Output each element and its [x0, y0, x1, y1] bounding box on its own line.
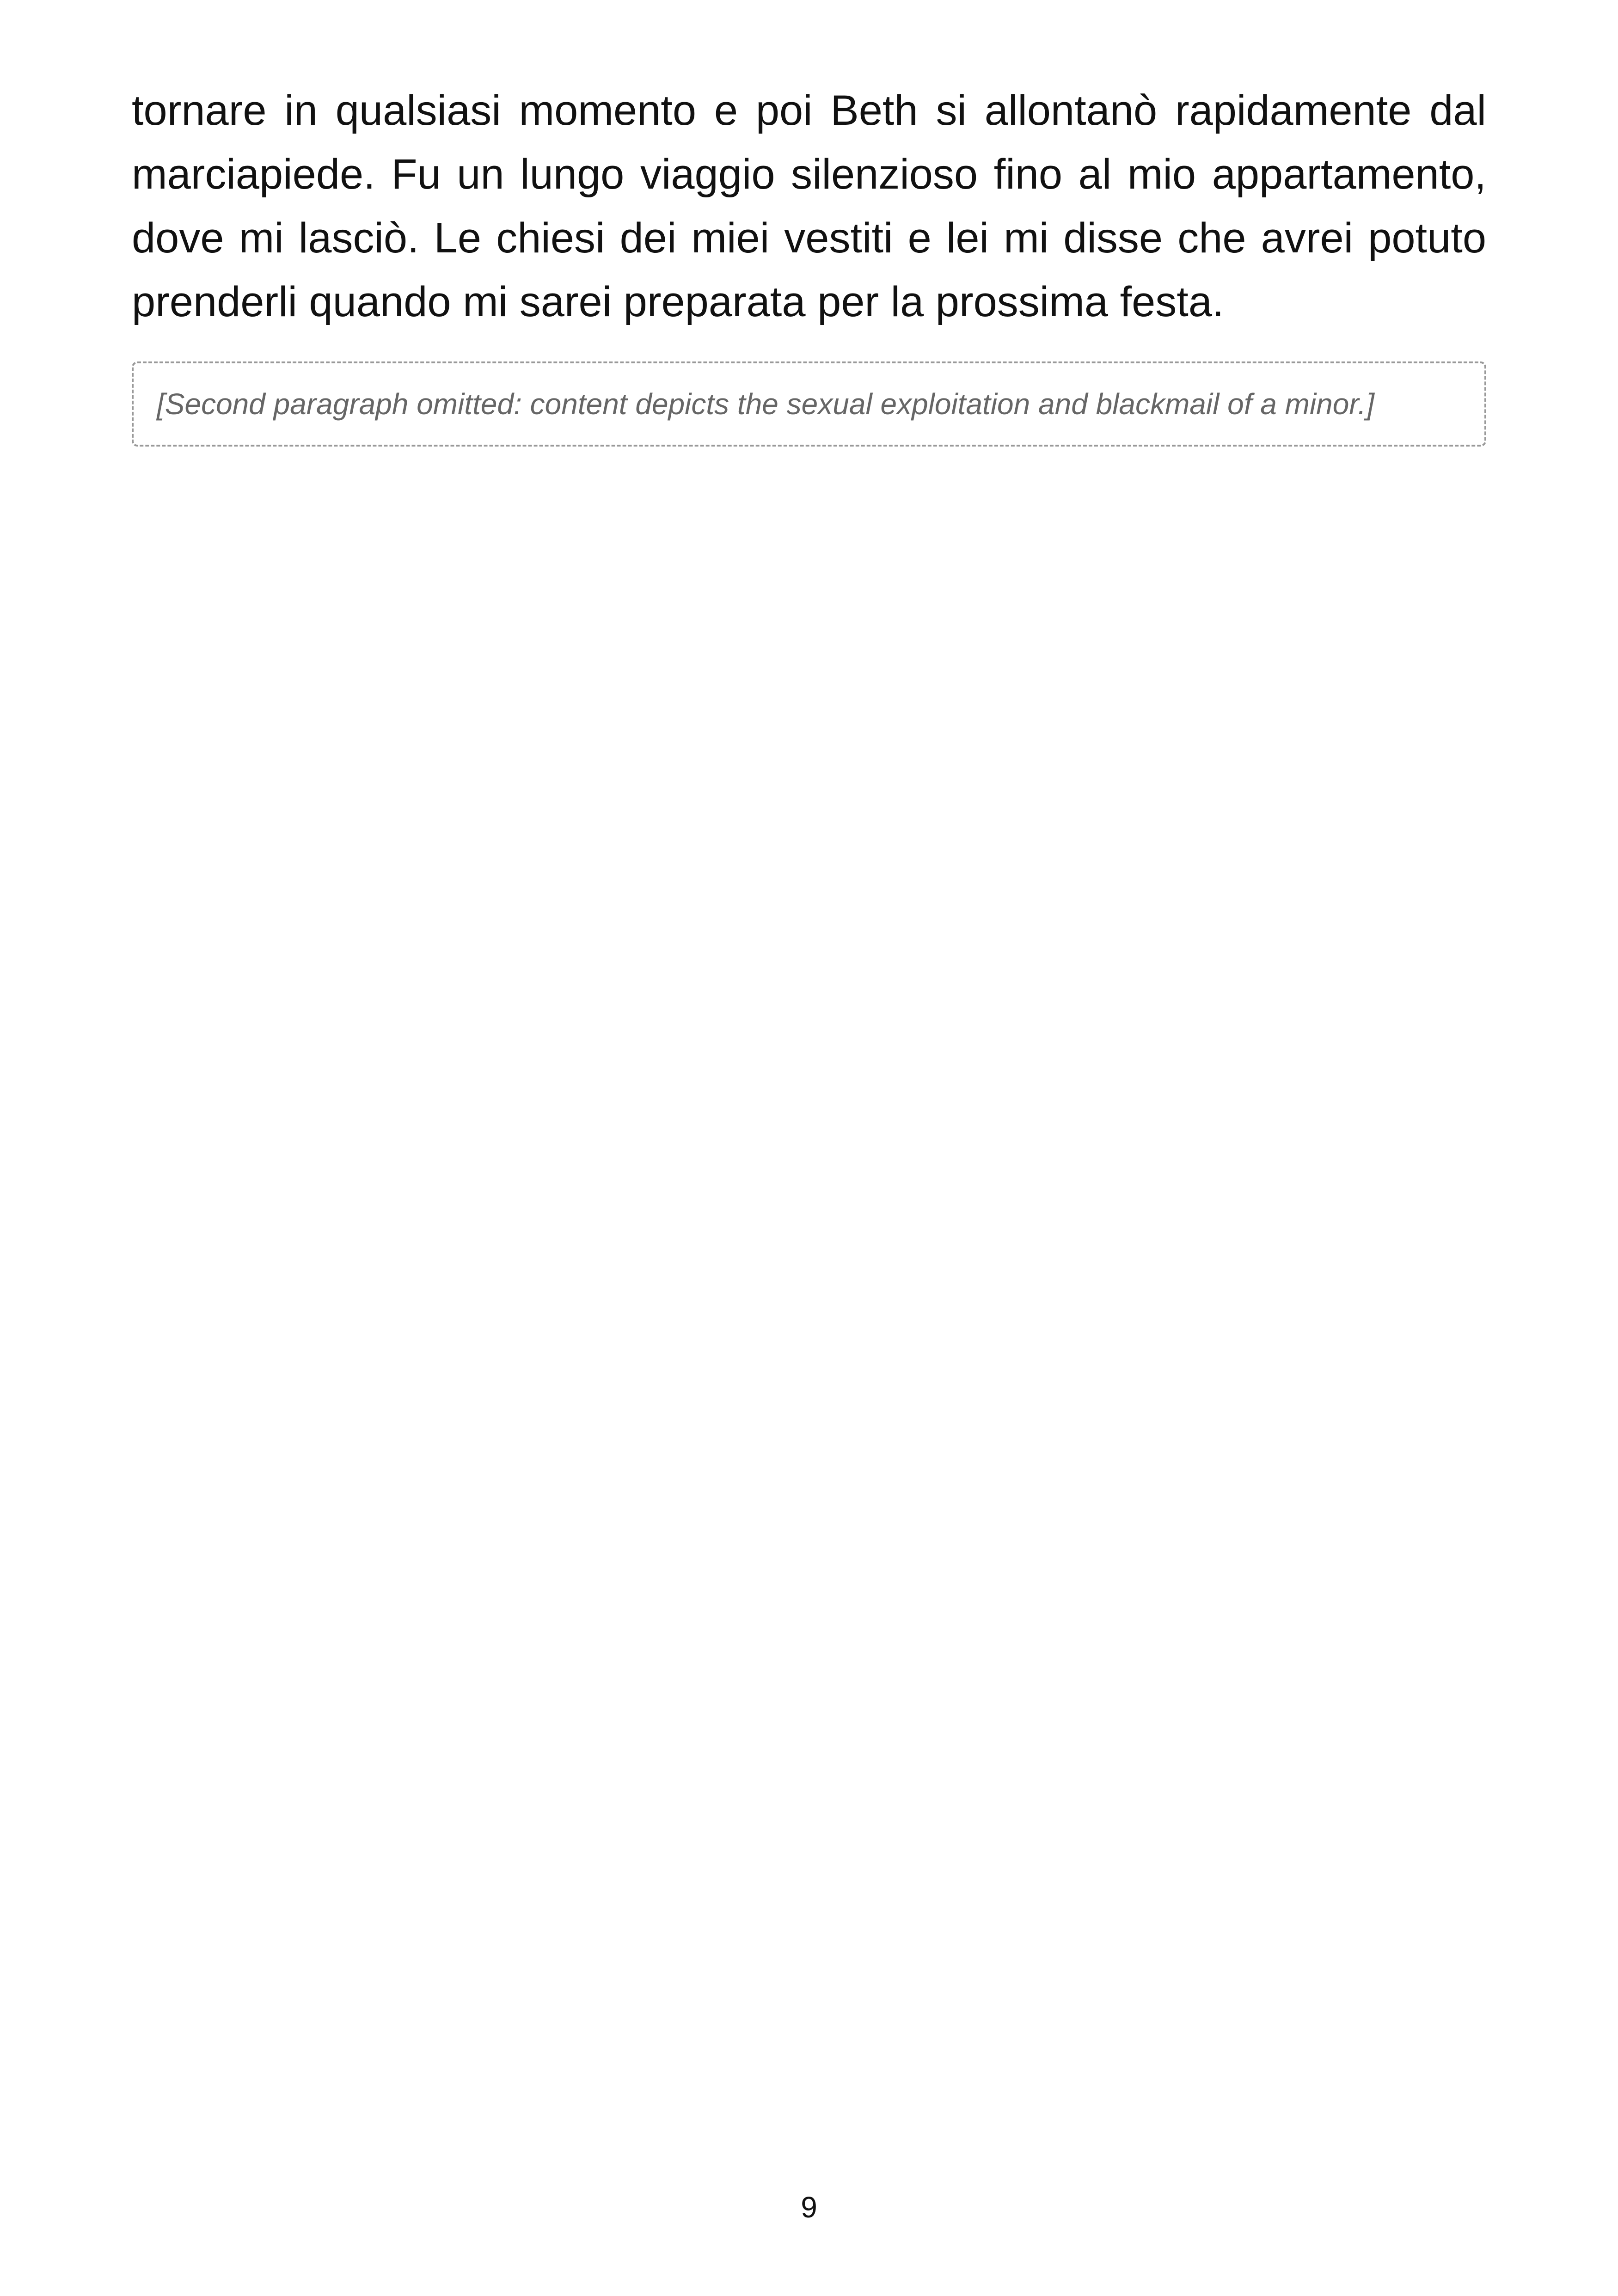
- document-page: [132, 79, 1486, 447]
- omitted-content-notice: [Second paragraph omitted: content depicts the sexual exploitation and blackmail of a minor.]: [132, 361, 1486, 447]
- body-paragraph-1: tornare in qualsiasi momento e poi Beth si allontanò rapidamente dal marciapiede. Fu un lungo viaggio silenzioso fino al mio appartamento, dove mi lasciò. Le chiesi dei miei vestiti e lei mi disse che avrei potuto prenderli quando mi sarei preparata per la prossima festa.: [132, 87, 1486, 325]
- page-number: 9: [801, 2191, 817, 2224]
